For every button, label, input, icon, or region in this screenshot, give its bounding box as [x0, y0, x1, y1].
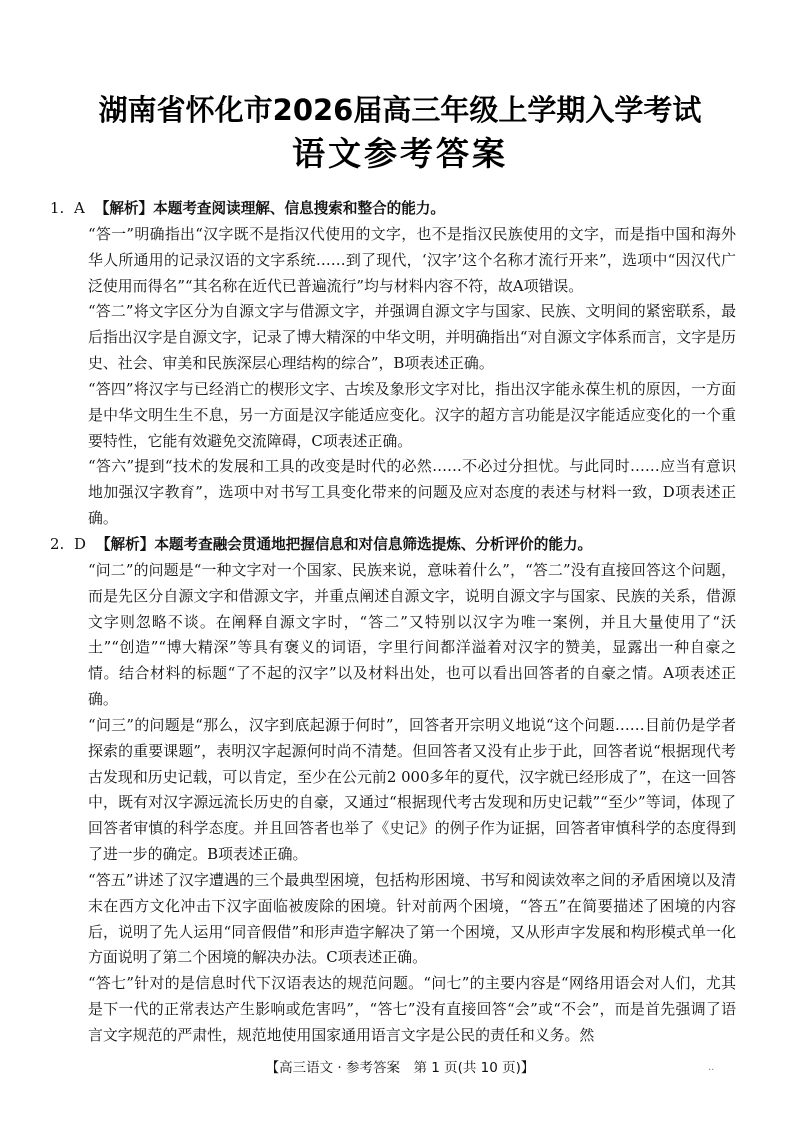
- analysis-paragraph: “问二”的问题是“一种文字对一个国家、民族来说，意味着什么”，“答二”没有直接回答这个问题，而是先区分自源文字和借源文字，并重点阐述自源文字，说明自源文字与国家、民族的关系，借源文字则忽略不谈。在阐释自源文字时，“答二”又特别以汉字为唯一案例，并且大量使用了“沃土”“创造”“博大精深”等具有褒义的词语，字里行间都洋溢着对汉字的赞美，显露出一种自豪之情。结合材料的标题“了不起的汉字”以及材料出处，也可以看出回答者的自豪之情。A项表述正确。: [88, 560, 736, 709]
- analysis-paragraph: “答二”将文字区分为自源文字与借源文字，并强调自源文字与国家、民族、文明间的紧密联系，最后指出汉字是自源文字，记录了博大精深的中华文明，并明确指出“对自源文字体系而言，文字是历史、社会、审美和民族深层心理结构的综合”，B项表述正确。: [88, 302, 736, 373]
- question-1: [50, 196, 736, 532]
- analysis-paragraph: “答七”针对的是信息时代下汉语表达的规范问题。“问七”的主要内容是“网络用语会对人们，尤其是下一代的正常表达产生影响或危害吗”，“答七”没有直接回答“会”或“不会”，而是首先强调了语言文字规范的严肃性，规范地使用国家通用语言文字是公民的责任和义务。然: [88, 974, 736, 1044]
- analysis-heading: 【解析】本题考查融会贯通地把握信息和对信息筛选提炼、分析评价的能力。: [95, 535, 593, 553]
- question-1-header: [50, 196, 736, 222]
- question-answer: D: [74, 534, 86, 553]
- analysis-paragraph: “答四”将汉字与已经消亡的楔形文字、古埃及象形文字对比，指出汉字能永葆生机的原因，一方面是中华文明生生不息，另一方面是汉字能适应变化。汉字的超方言功能是汉字能适应变化的一个重要特性，它能有效避免交流障碍，C项表述正确。: [88, 379, 736, 450]
- exam-title: 湖南省怀化市2026届高三年级上学期入学考试: [98, 93, 702, 127]
- page-footer: 【高三语文 · 参考答案 第 1 页(共 10 页)】: [265, 1060, 535, 1076]
- question-number: 2.: [50, 534, 65, 553]
- question-answer: A: [74, 199, 85, 217]
- analysis-paragraph: “答五”讲述了汉字遭遇的三个最典型困境，包括构形困境、书写和阅读效率之间的矛盾困境以及清末在西方文化冲击下汉字面临被废除的困境。针对前两个困境，“答五”在简要描述了困境的内容后，说明了先人运用“同音假借”和形声造字解决了第一个困境，又从形声字发展和构形模式单一化方面说明了第二个困境的解决办法。C项表述正确。: [88, 870, 736, 967]
- corner-mark: ..: [708, 1062, 715, 1073]
- exam-subtitle: 语文参考答案: [292, 134, 508, 173]
- question-2-header: [50, 532, 736, 558]
- analysis-paragraph: “问三”的问题是“那么，汉字到底起源于何时”，回答者开宗明义地说“这个问题……目前仍是学者探索的重要课题”，表明汉字起源何时尚不清楚。但回答者又没有止步于此，回答者说“根据现代考古发现和历史记载，可以肯定，至少在公元前2 000多年的夏代，汉字就已经形成了”，在这一回答中，既有对汉字源远流长历史的自豪，又通过“根据现代考古发现和历史记载”“至少”等词，体现了回答者审慎的科学态度。并且回答者也举了《史记》的例子作为证据，回答者审慎科学的态度得到了进一步的确定。B项表述正确。: [88, 715, 736, 864]
- question-number: 1.: [50, 199, 65, 217]
- analysis-heading: 【解析】本题考查阅读理解、信息搜索和整合的能力。: [94, 200, 446, 217]
- analysis-paragraph: “答六”提到“技术的发展和工具的改变是时代的必然……不必过分担忧。与此同时……应当有意识地加强汉字教育”，选项中对书写工具变化带来的问题及应对态度的表述与材料一致，D项表述正确。: [88, 457, 736, 528]
- question-2: [50, 532, 736, 1049]
- answer-content: [50, 196, 736, 1049]
- analysis-paragraph: “答一”明确指出“汉字既不是指汉代使用的文字，也不是指汉民族使用的文字，而是指中国和海外华人所通用的记录汉语的文字系统……到了现代，‘汉字’这个名称才流行开来”，选项中“因汉代广泛使用而得名”“其名称在近代已普遍流行”均与材料内容不符，故A项错误。: [88, 224, 736, 295]
